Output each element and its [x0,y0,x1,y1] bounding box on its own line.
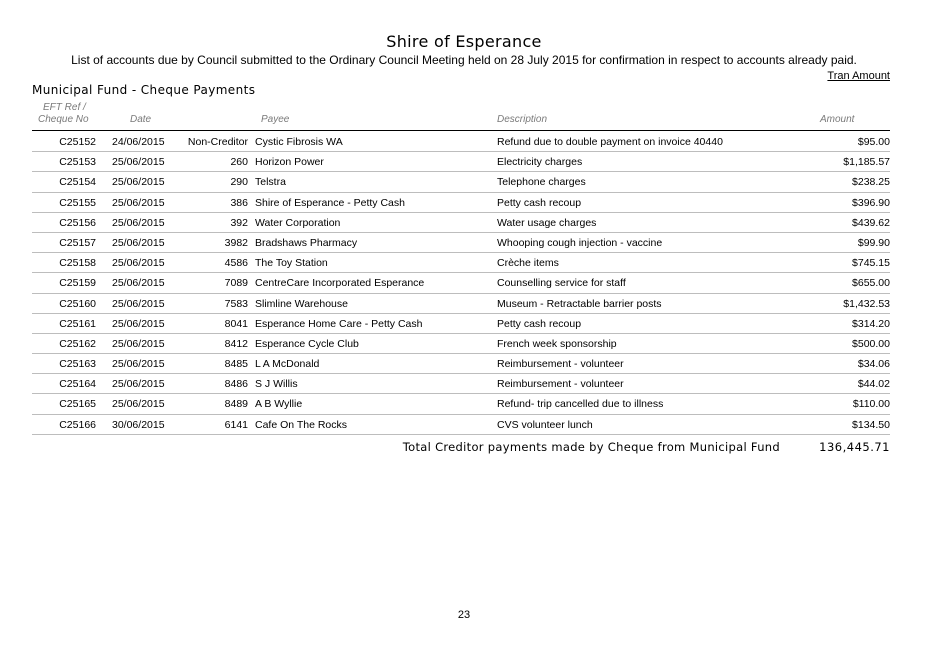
table-row [32,213,890,233]
payee-cell: Esperance Cycle Club [255,337,359,350]
table-row [32,415,890,435]
table-row [32,132,890,152]
creditor-ref-cell: 392 [230,216,248,229]
cheque-no-cell: C25164 [59,378,96,391]
table-row [32,354,890,374]
table-row [32,193,890,213]
creditor-ref-cell: 4586 [224,257,248,270]
cheque-no-cell: C25163 [59,358,96,371]
amount-cell: $99.90 [857,236,890,249]
cheque-no-cell: C25153 [59,156,96,169]
amount-cell: $745.15 [852,257,890,270]
payee-cell: Slimline Warehouse [255,297,348,310]
description-cell: Counselling service for staff [497,277,626,290]
description-cell: Water usage charges [497,216,597,229]
creditor-ref-cell: 8489 [224,398,248,411]
date-cell: 24/06/2015 [112,136,165,148]
amount-cell: $110.00 [852,398,890,411]
table-row [32,233,890,253]
table-row [32,172,890,192]
cheque-no-cell: C25152 [59,136,96,148]
description-cell: Telephone charges [497,176,586,189]
description-cell: Petty cash recoup [497,196,582,209]
column-header-amount: Amount [820,114,855,125]
payee-cell: A B Wyllie [255,398,303,411]
column-header-payee: Payee [261,114,290,125]
description-cell: Crèche items [497,257,559,270]
creditor-ref-cell: 8485 [224,358,248,371]
date-cell: 25/06/2015 [112,398,165,411]
cheque-no-cell: C25162 [59,337,96,350]
creditor-ref-cell: 386 [230,196,248,209]
creditor-ref-cell: Non-Creditor [187,136,248,148]
table-row [32,273,890,293]
date-cell: 25/06/2015 [112,317,165,330]
description-cell: Petty cash recoup [497,317,582,330]
creditor-ref-cell: 260 [230,156,248,169]
description-cell: Reimbursement - volunteer [497,358,624,371]
creditor-ref-cell: 7583 [224,297,248,310]
cheque-no-cell: C25157 [59,236,96,249]
payee-cell: L A McDonald [255,358,320,371]
page-subtitle: List of accounts due by Council submitted to the Ordinary Council Meeting held on 28 July 2015 for confirmation in respect to accounts already paid. [71,53,857,67]
amount-cell: $134.50 [852,418,890,431]
cheque-no-cell: C25156 [59,216,96,229]
description-cell: Whooping cough injection - vaccine [497,236,663,249]
table-row [32,152,890,172]
creditor-ref-cell: 8486 [224,378,248,391]
table-row [32,334,890,354]
date-cell: 25/06/2015 [112,358,165,371]
fund-heading: Municipal Fund - Cheque Payments [32,83,256,97]
date-cell: 25/06/2015 [112,156,165,169]
description-cell: Refund due to double payment on invoice 40440 [497,136,723,148]
page-number: 23 [457,609,471,621]
amount-cell: $1,432.53 [843,297,890,310]
payee-cell: Telstra [255,176,286,189]
amount-cell: $44.02 [857,378,890,391]
date-cell: 25/06/2015 [112,257,165,270]
amount-cell: $655.00 [852,277,890,290]
row-divider [32,434,890,435]
creditor-ref-cell: 8412 [224,337,248,350]
amount-cell: $1,185.57 [843,156,890,169]
table-row [32,294,890,314]
amount-cell: $314.20 [852,317,890,330]
payee-cell: Cafe On The Rocks [255,418,348,431]
column-header-cheque-no: Cheque No [38,114,89,125]
payee-cell: Esperance Home Care - Petty Cash [255,317,423,330]
description-cell: CVS volunteer lunch [497,418,593,431]
date-cell: 25/06/2015 [112,337,165,350]
creditor-ref-cell: 8041 [224,317,248,330]
cheque-no-cell: C25161 [59,317,96,330]
creditor-ref-cell: 3982 [224,236,248,249]
amount-cell: $95.00 [857,136,890,148]
payee-cell: Horizon Power [255,156,324,169]
creditor-ref-cell: 6141 [224,418,248,431]
amount-cell: $500.00 [852,337,890,350]
cheque-no-cell: C25165 [59,398,96,411]
payee-cell: S J Willis [255,378,298,391]
page-title: Shire of Esperance [386,32,542,51]
amount-cell: $238.25 [852,176,890,189]
table-row [32,394,890,414]
amount-cell: $439.62 [852,216,890,229]
description-cell: Electricity charges [497,156,583,169]
payee-cell: The Toy Station [255,257,328,270]
description-cell: Museum - Retractable barrier posts [497,297,662,310]
payee-cell: Shire of Esperance - Petty Cash [255,196,405,209]
creditor-ref-cell: 290 [230,176,248,189]
cheque-no-cell: C25158 [59,257,96,270]
cheque-no-cell: C25166 [59,418,96,431]
description-cell: Refund- trip cancelled due to illness [497,398,664,411]
date-cell: 30/06/2015 [112,418,165,431]
date-cell: 25/06/2015 [112,297,165,310]
cheque-no-cell: C25154 [59,176,96,189]
column-header-date: Date [130,114,152,125]
date-cell: 25/06/2015 [112,378,165,391]
payee-cell: Bradshaws Pharmacy [255,236,358,249]
payee-cell: Cystic Fibrosis WA [255,136,343,148]
amount-cell: $396.90 [852,196,890,209]
date-cell: 25/06/2015 [112,196,165,209]
date-cell: 25/06/2015 [112,176,165,189]
total-value: 136,445.71 [819,440,890,454]
cheque-no-cell: C25159 [59,277,96,290]
date-cell: 25/06/2015 [112,216,165,229]
payee-cell: Water Corporation [255,216,341,229]
payments-table [32,132,890,435]
date-cell: 25/06/2015 [112,277,165,290]
creditor-ref-cell: 7089 [224,277,248,290]
column-header-eft-ref: EFT Ref / [43,102,86,113]
table-row [32,253,890,273]
tran-amount-label: Tran Amount [827,70,890,82]
column-header-description: Description [497,114,548,125]
cheque-no-cell: C25160 [59,297,96,310]
table-row [32,314,890,334]
cheque-no-cell: C25155 [59,196,96,209]
payee-cell: CentreCare Incorporated Esperance [255,277,425,290]
total-label: Total Creditor payments made by Cheque from Municipal Fund [402,440,780,454]
date-cell: 25/06/2015 [112,236,165,249]
table-row [32,374,890,394]
header-rule [32,130,890,131]
description-cell: French week sponsorship [497,337,617,350]
description-cell: Reimbursement - volunteer [497,378,624,391]
amount-cell: $34.06 [857,358,890,371]
